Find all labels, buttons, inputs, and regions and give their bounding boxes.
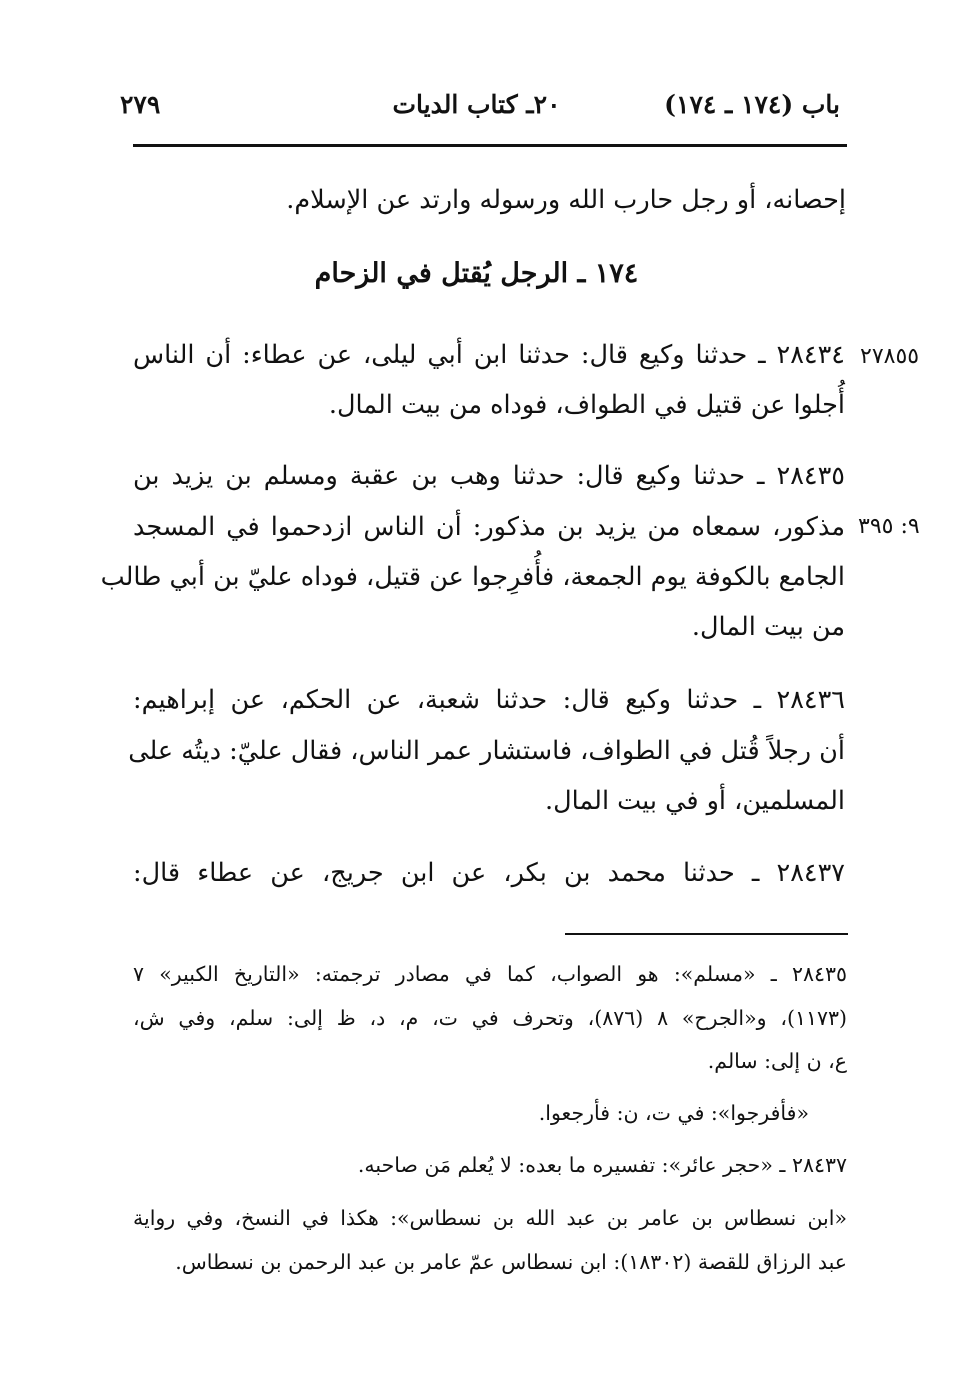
hadith-28435-line: ٢٨٤٣٥ ـ حدثنا وكيع قال: حدثنا وهب بن عقبة ومسلم بن يزيد بن [133, 461, 845, 491]
intro-line: إحصانه، أو رجل حارب الله ورسوله وارتد عن الإسلام. [286, 185, 846, 215]
section-heading: ١٧٤ ـ الرجل يُقتل في الزحام [314, 258, 639, 289]
hadith-28436-line: أن رجلاً قُتل في الطواف، فاستشار عمر الناس، فقال عليّ: ديتُه على [128, 736, 845, 766]
page-number: ٢٧٩ [120, 90, 161, 119]
hadith-28434-line: أُجلوا عن قتيل في الطواف، فوداه من بيت المال. [328, 390, 845, 420]
hadith-28436-line: ٢٨٤٣٦ ـ حدثنا وكيع قال: حدثنا شعبة، عن الحكم، عن إبراهيم: [133, 685, 845, 715]
footnote-line: ٢٨٤٣٥ ـ «مسلم»: هو الصواب، كما في مصادر ترجمته: «التاريخ الكبير» ٧ [133, 962, 847, 986]
footnote-line: ٢٨٤٣٧ ـ «حجر عائر»: تفسيره ما بعده: لا يُعلم مَن صاحبه. [357, 1153, 847, 1177]
footnote-line: «فأفرجوا»: في ت، ن: فأرجعوا. [538, 1101, 809, 1125]
chapter-range: باب (١٧٤ ـ ١٧٤) [664, 90, 840, 119]
hadith-28435-line: مذكور، سمعاه من يزيد بن مذكور: أن الناس ازدحموا في المسجد [133, 512, 845, 542]
margin-ref: ٩: ٣٩٥ [858, 514, 920, 539]
footnote-line: (١١٧٣)، و«الجرح» ٨ (٨٧٦)، وتحرف في ت، م، د، ظ إلى: سلم، وفي ش، [133, 1006, 848, 1030]
hadith-28435-line: الجامع بالكوفة يوم الجمعة، فأُفرِجوا عن قتيل، فوداه عليّ بن أبي طالب [100, 562, 845, 592]
footnote-line: «ابن نسطاس بن عامر بن عبد الله بن نسطاس»: هكذا في النسخ، وفي رواية [133, 1206, 847, 1230]
book-title: ٢٠ـ كتاب الديات [392, 90, 561, 119]
footnote-line: عبد الرزاق للقصة (١٨٣٠٢): ابن نسطاس عمّ عامر بن عبد الرحمن بن نسطاس. [175, 1250, 847, 1274]
hadith-28437-line: ٢٨٤٣٧ ـ حدثنا محمد بن بكر، عن ابن جريج، عن عطاء قال: [133, 858, 845, 888]
footnote-line: ع، ن إلى: سالم. [707, 1049, 847, 1073]
footnote-rule [565, 933, 848, 935]
hadith-28435-line: من بيت المال. [691, 612, 845, 642]
header-rule [133, 144, 847, 147]
margin-ref: ٢٧٨٥٥ [860, 344, 920, 369]
hadith-28434-line: ٢٨٤٣٤ ـ حدثنا وكيع قال: حدثنا ابن أبي ليلى، عن عطاء: أن الناس [133, 340, 845, 370]
hadith-28436-line: المسلمين، أو في بيت المال. [545, 786, 845, 816]
